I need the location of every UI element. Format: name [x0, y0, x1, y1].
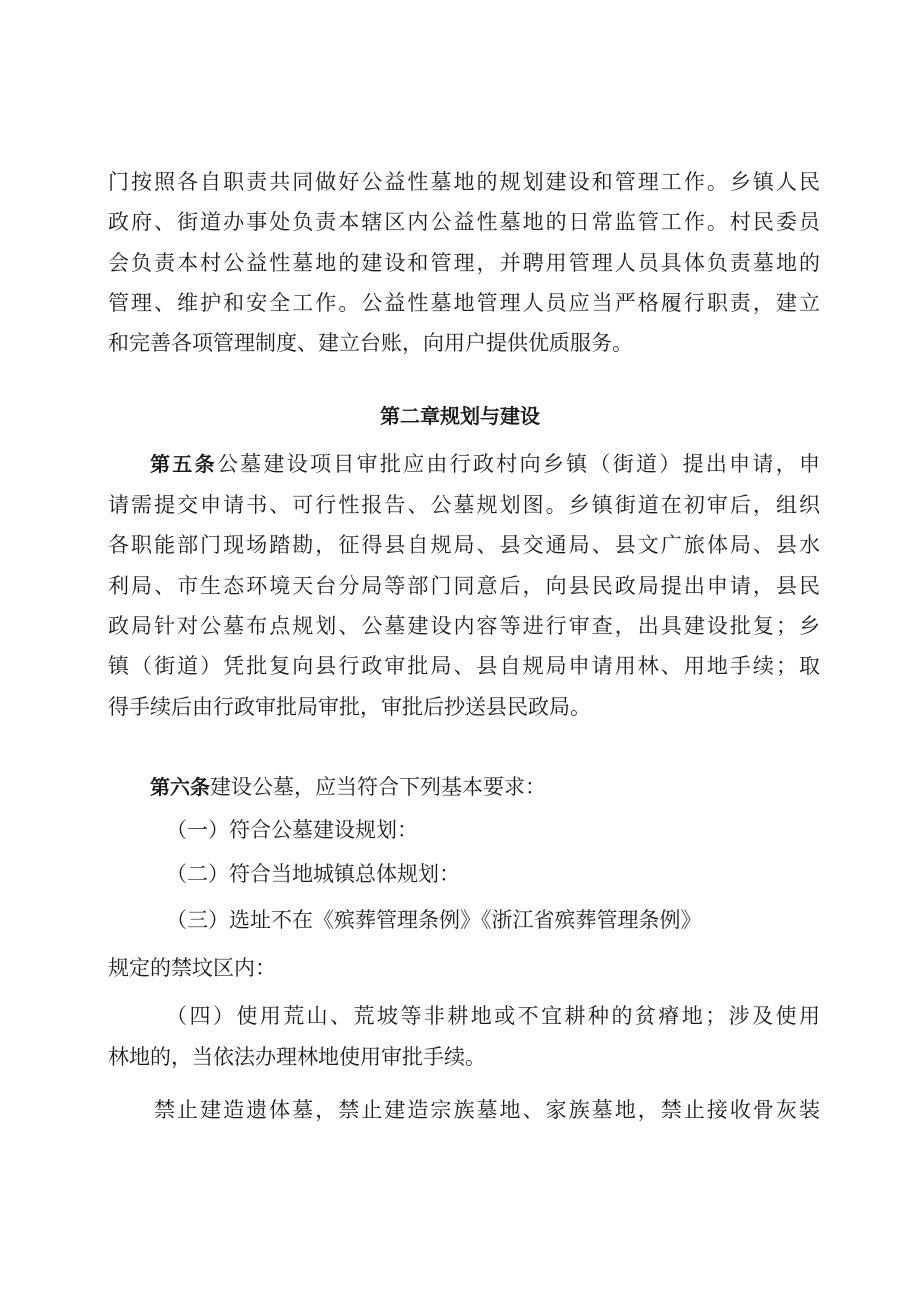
- chapter-heading: 第二章规划与建设: [380, 404, 540, 428]
- article-5-first-line: [150, 444, 820, 484]
- paragraph-line: 管理、维护和安全工作。公益性墓地管理人员应当严格履行职责，建立: [108, 291, 820, 315]
- paragraph-line: 会负责本村公益性墓地的建设和管理，并聘用管理人员具体负责墓地的: [108, 251, 820, 275]
- article-5-text: 公墓建设项目审批应由行政村向乡镇（街道）提出申请，申: [216, 452, 820, 476]
- paragraph-line: 政局针对公墓布点规划、公墓建设内容等进行审查，出具建设批复；乡: [108, 614, 820, 638]
- paragraph-line: 规定的禁坟区内：: [108, 956, 276, 980]
- paragraph-line: 请需提交申请书、可行性报告、公墓规划图。乡镇街道在初审后，组织: [108, 493, 820, 517]
- list-item: （二）符合当地城镇总体规划：: [166, 862, 460, 886]
- list-item: （一）符合公墓建设规划：: [166, 818, 418, 842]
- paragraph-line: 各职能部门现场踏勘，征得县自规局、县交通局、县文广旅体局、县水: [108, 533, 820, 557]
- article-5-label: 第五条: [150, 452, 217, 476]
- list-item: （四）使用荒山、荒坡等非耕地或不宜耕种的贫瘠地；涉及使用: [166, 1004, 820, 1028]
- paragraph-line: 禁止建造遗体墓，禁止建造宗族墓地、家族墓地，禁止接收骨灰装: [154, 1098, 820, 1122]
- paragraph-line: 得手续后由行政审批局审批，审批后抄送县民政局。: [108, 695, 591, 719]
- list-item: （三）选址不在《殡葬管理条例》《浙江省殡葬管理条例》: [166, 908, 702, 932]
- article-6-first-line: [150, 767, 820, 807]
- paragraph-line: 镇（街道）凭批复向县行政审批局、县自规局申请用林、用地手续；取: [108, 654, 820, 678]
- paragraph-line: 门按照各自职责共同做好公益性墓地的规划建设和管理工作。乡镇人民: [108, 170, 820, 194]
- paragraph-line: 林地的，当依法办理林地使用审批手续。: [108, 1045, 486, 1069]
- paragraph-line: 利局、市生态环境天台分局等部门同意后，向县民政局提出申请，县民: [108, 574, 820, 598]
- article-6-label: 第六条: [150, 775, 210, 799]
- paragraph-line: 和完善各项管理制度、建立台账，向用户提供优质服务。: [108, 331, 633, 355]
- paragraph-line: 政府、街道办事处负责本辖区内公益性墓地的日常监管工作。村民委员: [108, 210, 820, 234]
- article-6-text: 建设公墓，应当符合下列基本要求：: [210, 775, 546, 799]
